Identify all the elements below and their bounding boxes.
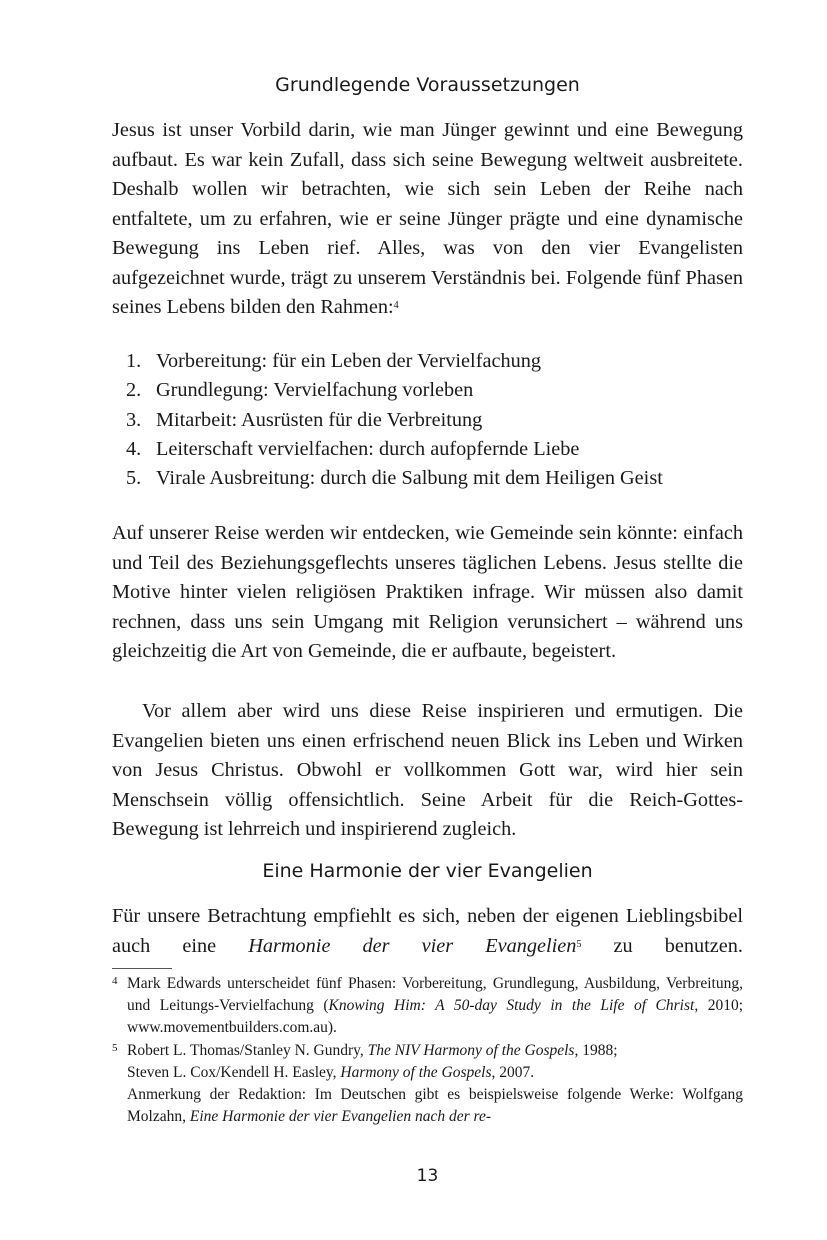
footnote-5-line2 — [127, 1062, 743, 1084]
footnote-5-author-2: Steven L. Cox/Kendell H. Easley, — [127, 1064, 341, 1081]
footnote-5-note-title: Eine Harmonie der vier Evangelien nach der re- — [189, 1108, 492, 1125]
footnote-5-title-1: The NIV Harmony of the Gospels — [367, 1042, 575, 1059]
paragraph-harmonie — [112, 902, 743, 961]
list-item-text: Vorbereitung: für ein Leben der Vervielfachung — [156, 350, 542, 372]
footnote-4-text: Mark Edwards unterscheidet fünf Phasen: Vorbereitung, Grundlegung, Ausbildung, Verbreitung, und Leitungs-Vervielfachung ( — [127, 975, 743, 1014]
list-item — [126, 347, 663, 376]
footnote-5-author-1: Robert L. Thomas/Stanley N. Gundry, — [127, 1042, 368, 1059]
harmonie-title: Harmonie der vier Evangelien — [248, 934, 577, 957]
book-page — [112, 0, 743, 1240]
list-item-number: 5. — [126, 467, 142, 490]
list-item — [126, 435, 663, 464]
footnote-4-text-after: , 2010; www.movementbuilders.com.au). — [127, 997, 744, 1036]
list-item-number: 1. — [126, 350, 142, 372]
harmonie-text-after: zu benutzen. — [581, 934, 743, 957]
footnote-5-title-2: Harmony of the Gospels — [340, 1064, 492, 1081]
footnote-5 — [112, 1040, 743, 1128]
list-item-text: Grundlegung: Vervielfachung vorleben — [156, 379, 474, 402]
intro-text: Jesus ist unser Vorbild darin, wie man Jünger gewinnt und eine Bewegung aufbaut. Es war kein Zufall, dass sich seine Bewegung weltweit ausbreitete. Deshalb wollen wir betrachten, wie sich sein Leben der Reihe nach entfaltete, um zu erfahren, wie er seine Jünger prägte und eine dynamische Bewegung ins Leben rief. Alles, was von den vier Evangelisten aufgezeichnet wurde, trägt zu unserem Verständnis bei. Folgende fünf Phasen seines Lebens bilden den Rahmen: — [112, 119, 743, 318]
paragraph-inspiration: Vor allem aber wird uns diese Reise inspirieren und ermutigen. Die Evangelien bieten uns einen erfrischend neuen Blick ins Leben und Wirken von Jesus Christus. Obwohl er vollkommen Gott war, wird hier sein Menschsein völlig offensichtlich. Seine Arbeit für die Reich-Gottes-Bewegung ist lehrreich und inspirierend zugleich. — [112, 700, 743, 840]
list-item-number: 2. — [126, 379, 142, 402]
footnote-5-year-1: , 1988; — [574, 1042, 618, 1059]
paragraph-gemeinde: Auf unserer Reise werden wir entdecken, wie Gemeinde sein könnte: einfach und Teil des Beziehungsgeflechts unseres täglichen Lebens. Jesus stellte die Motive hinter vielen religiösen Praktiken infrage. Wir müssen also damit rechnen, dass uns sein Umgang mit Religion verunsichert – während uns gleichzeitig die Art von Gemeinde, die er aufbaute, begeistert. — [112, 522, 743, 662]
harmonie-text-before: Für unsere Betrachtung empfiehlt es sich, neben der eigenen Lieblingsbibel auch eine — [112, 905, 743, 957]
footnote-4 — [112, 973, 743, 1039]
section-heading-harmonie: Eine Harmonie der vier Evangelien — [262, 860, 593, 882]
page-number: 13 — [416, 1166, 439, 1186]
list-item-number: 3. — [126, 408, 142, 431]
phases-list — [126, 347, 663, 493]
footnote-4-body — [127, 973, 743, 1039]
footnote-4-mark: 4 — [112, 975, 118, 987]
footnote-5-note-text: Anmerkung der Redaktion: Im Deutschen gibt es beispielsweise folgende Werke: Wolfgang Molzahn, — [127, 1086, 743, 1125]
footnote-4-title: Knowing Him: A 50-day Study in the Life of Christ — [328, 997, 695, 1014]
footnote-5-line1 — [127, 1040, 743, 1062]
list-item-text: Virale Ausbreitung: durch die Salbung mit dem Heiligen Geist — [156, 467, 663, 490]
intro-paragraph — [112, 116, 743, 323]
footnote-divider — [112, 968, 172, 969]
footnote-ref-5[interactable]: 5 — [576, 938, 582, 950]
footnote-ref-4[interactable]: 4 — [393, 300, 399, 311]
footnote-5-editor-note — [127, 1084, 743, 1128]
footnote-5-body — [127, 1040, 743, 1128]
list-item — [126, 376, 663, 405]
footnote-5-year-2: , 2007. — [491, 1064, 535, 1081]
section-heading-grundlegende-voraussetzungen: Grundlegende Voraussetzungen — [275, 74, 580, 96]
list-item-number: 4. — [126, 437, 142, 460]
list-item-text: Leiterschaft vervielfachen: durch aufopfernde Liebe — [156, 437, 580, 460]
list-item — [126, 464, 663, 493]
footnote-5-mark: 5 — [112, 1042, 118, 1054]
list-item-text: Mitarbeit: Ausrüsten für die Verbreitung — [156, 408, 483, 431]
list-item — [126, 406, 663, 435]
